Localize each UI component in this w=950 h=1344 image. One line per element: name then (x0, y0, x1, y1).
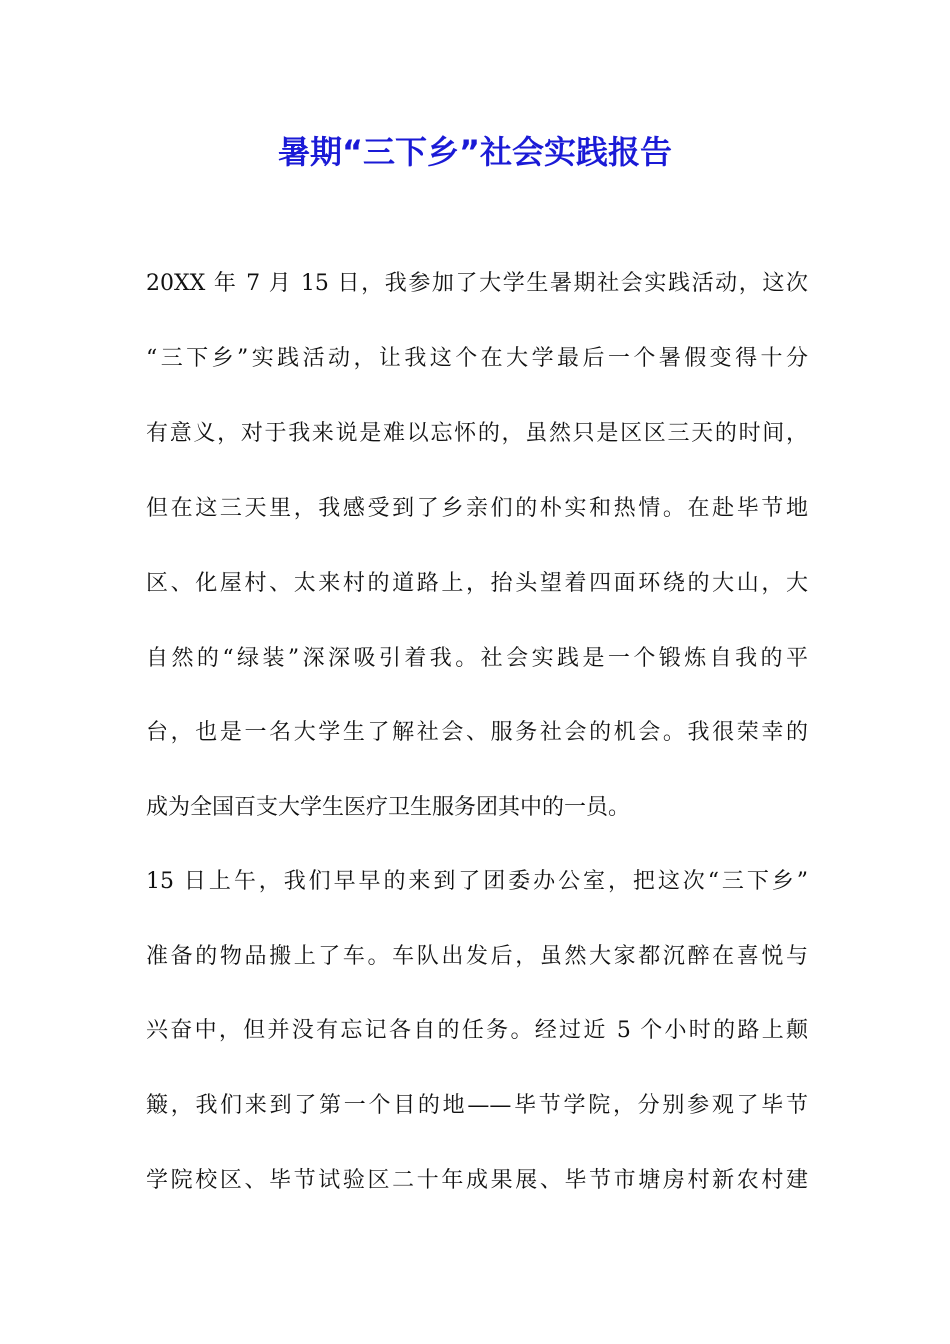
text-line: 学院校区、毕节试验区二十年成果展、毕节市塘房村新农村建 (146, 1168, 808, 1193)
text-line: 有意义，对于我来说是难以忘怀的，虽然只是区区三天的时间， (146, 421, 808, 446)
text-line: 自然的“绿装”深深吸引着我。社会实践是一个锻炼自我的平 (146, 646, 808, 671)
text-line: 区、化屋村、太来村的道路上，抬头望着四面环绕的大山，大 (146, 571, 808, 596)
text-line: 兴奋中，但并没有忘记各自的任务。经过近 5 个小时的路上颠 (146, 1018, 808, 1043)
text-line: 成为全国百支大学生医疗卫生服务团其中的一员。 (146, 795, 631, 820)
text-line: 但在这三天里，我感受到了乡亲们的朴实和热情。在赴毕节地 (146, 496, 808, 521)
text-line: 20XX 年 7 月 15 日，我参加了大学生暑期社会实践活动，这次 (146, 271, 808, 296)
text-line: 台，也是一名大学生了解社会、服务社会的机会。我很荣幸的 (146, 720, 808, 745)
text-line: 15 日上午，我们早早的来到了团委办公室，把这次“三下乡” (146, 869, 808, 894)
text-line: 准备的物品搬上了车。车队出发后，虽然大家都沉醉在喜悦与 (146, 944, 808, 969)
text-line: 簸，我们来到了第一个目的地——毕节学院，分别参观了毕节 (146, 1093, 808, 1118)
document-title: 暑期“三下乡”社会实践报告 (277, 133, 673, 171)
text-line: “三下乡”实践活动，让我这个在大学最后一个暑假变得十分 (146, 346, 808, 371)
